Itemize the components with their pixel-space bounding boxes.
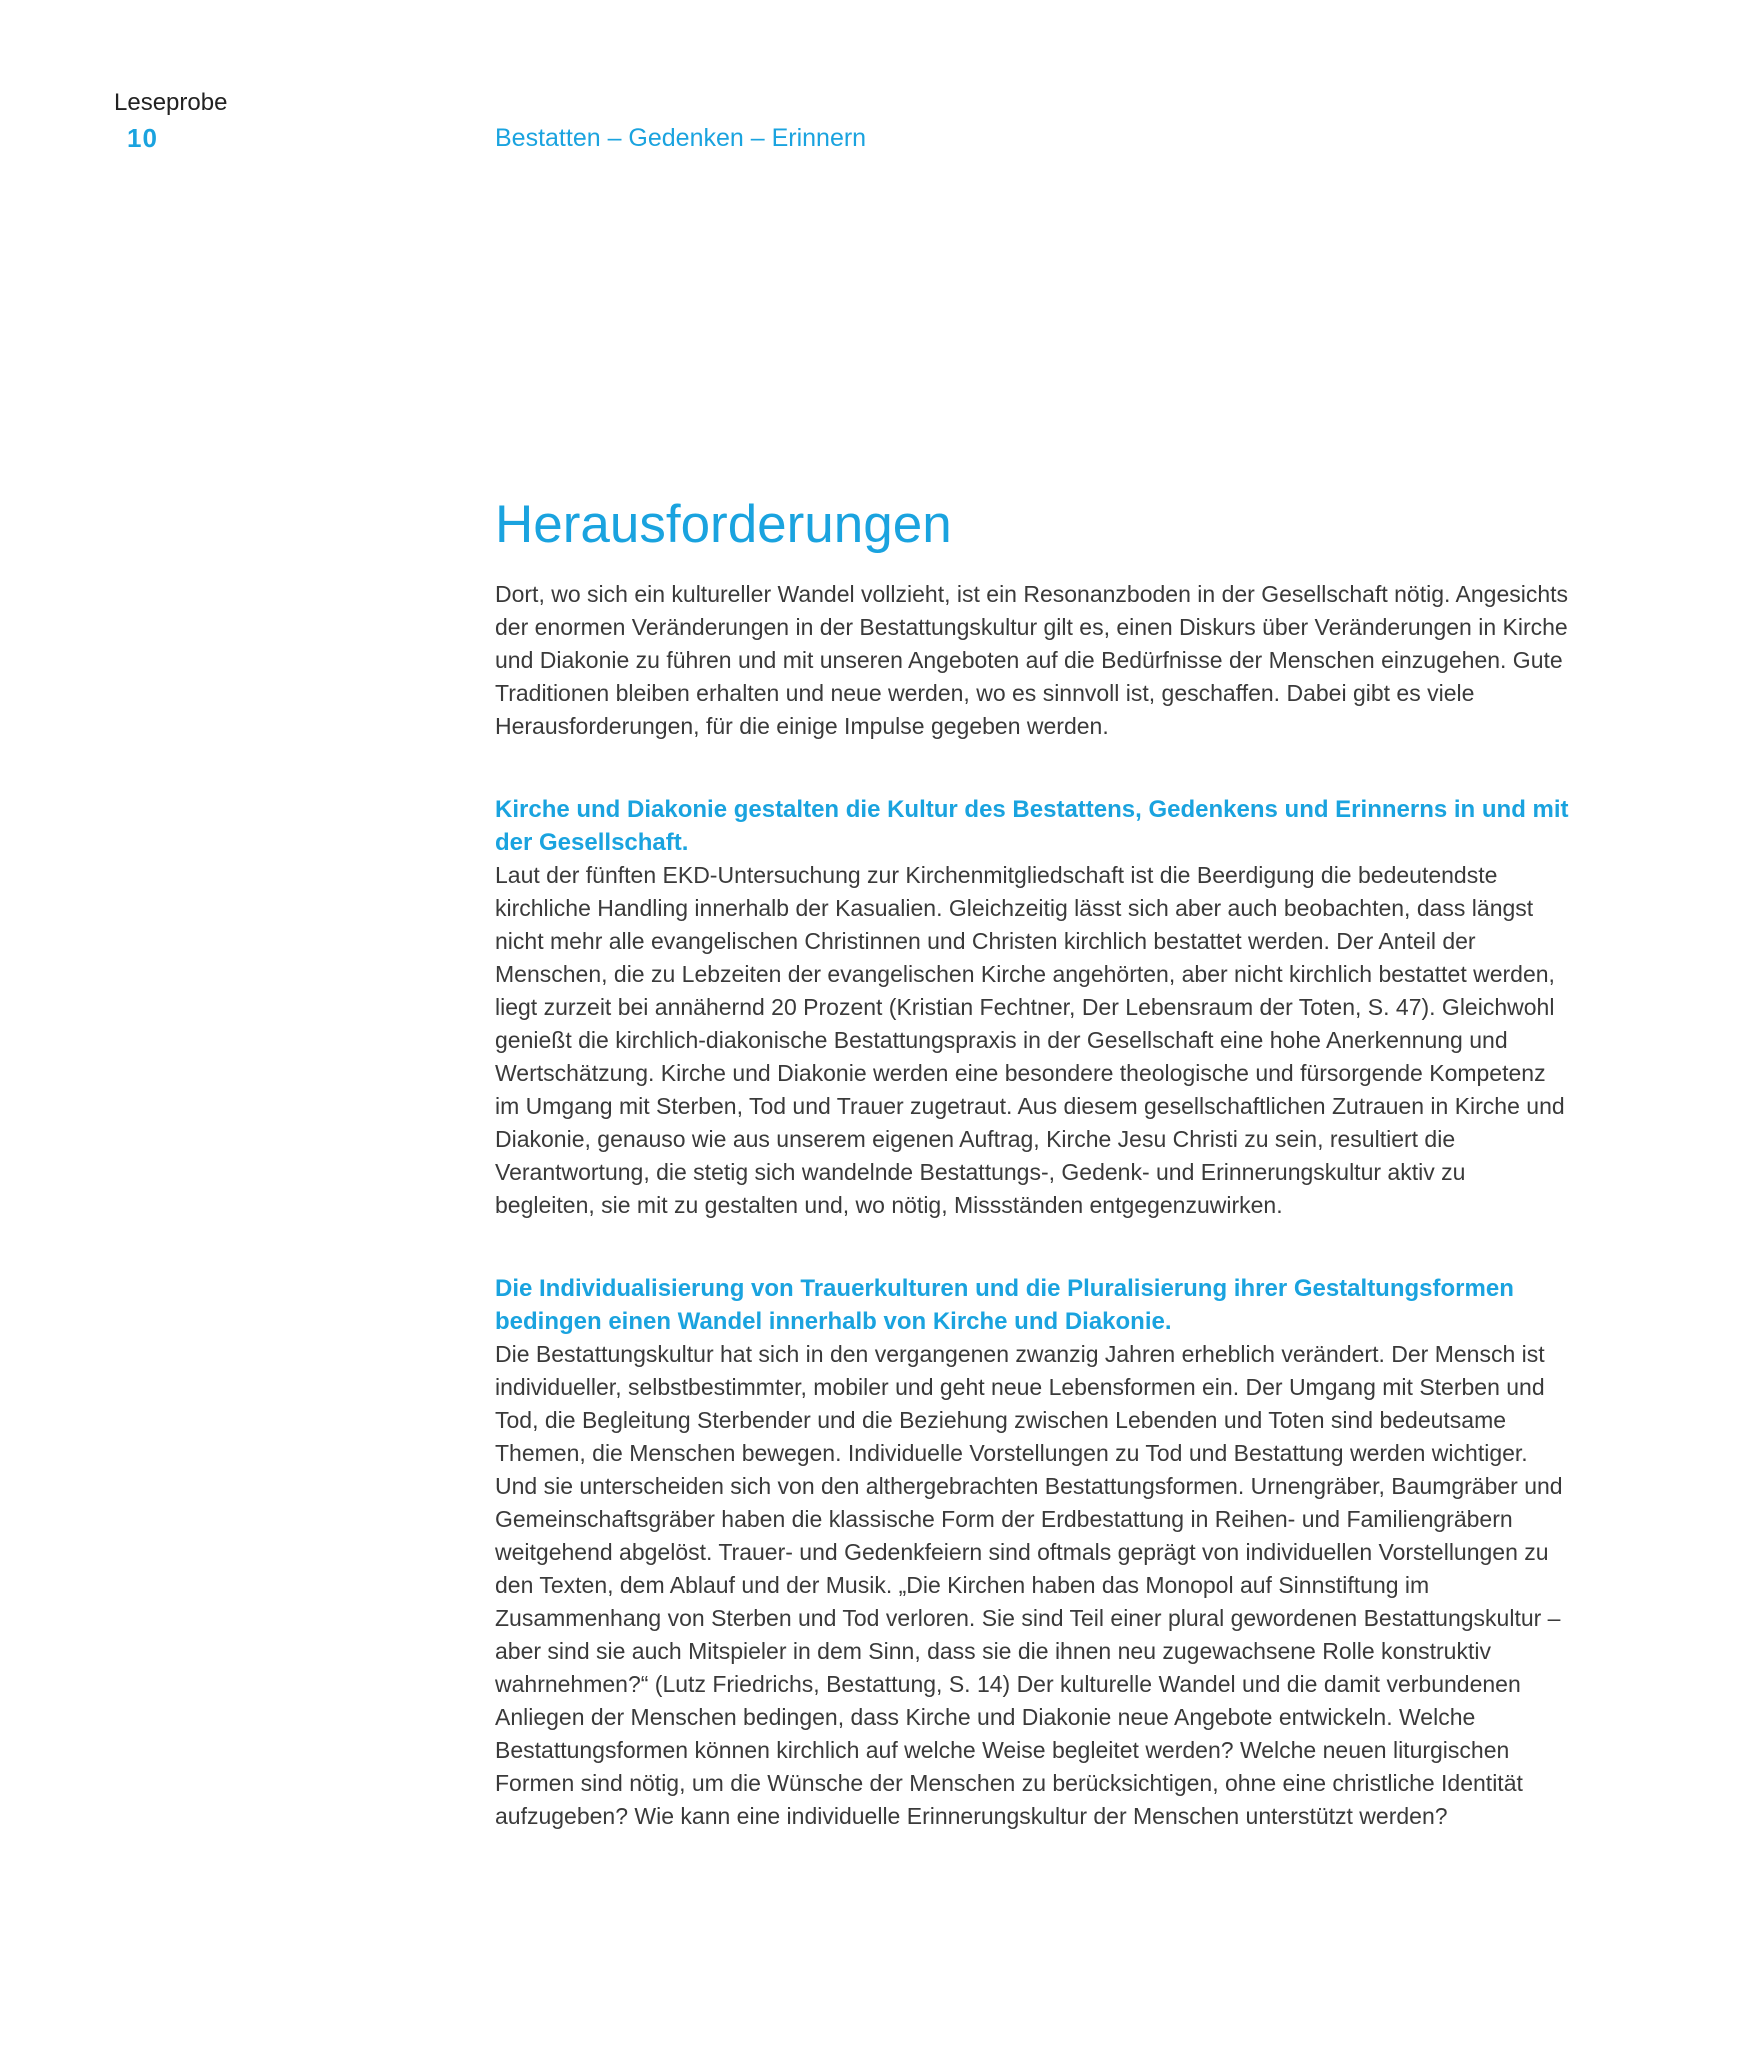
section-body: Die Bestattungskultur hat sich in den vergangenen zwanzig Jahren erheblich verändert. Der Mensch ist individueller, selbstbestimmter, mobiler und geht neue Lebensformen ein. Der Umgang mit Sterben und Tod, die Begleitung Sterbender und die Beziehung zwischen Lebenden und Toten sind bedeutsame Themen, die Menschen bewegen. Individuelle Vorstellungen zu Tod und Bestattung werden wichtiger. Und sie unterscheiden sich von den althergebrachten Bestattungsformen. Urnengräber, Baumgräber und Gemeinschaftsgräber haben die klassische Form der Erdbestattung in Reihen- und Familiengräbern weitgehend abgelöst. Trauer- und Gedenkfeiern sind oftmals geprägt von individuellen Vorstellungen zu den Texten, dem Ablauf und der Musik. „Die Kirchen haben das Monopol auf Sinnstiftung im Zusammenhang von Sterben und Tod verloren. Sie sind Teil einer plural gewordenen Bestattungskultur – aber sind sie auch Mitspieler in dem Sinn, dass sie die ihnen neu zugewachsene Rolle konstruktiv wahrnehmen?“ (Lutz Friedrichs, Bestattung, S. 14) Der kulturelle Wandel und die damit verbundenen Anliegen der Menschen bedingen, dass Kirche und Diakonie neue Angebote entwickeln. Welche Bestattungsformen können kirchlich auf welche Weise begleitet werden? Welche neuen liturgischen Formen sind nötig, um die Wünsche der Menschen zu berücksichtigen, ohne eine christliche Identität aufzugeben? Wie kann eine individuelle Erinnerungskultur der Menschen unterstützt werden? [495,1341,1563,1829]
intro-paragraph: Dort, wo sich ein kultureller Wandel vollzieht, ist ein Resonanzboden in der Gesellschaft nötig. Angesichts der enormen Veränderungen in der Bestattungskultur gilt es, einen Diskurs über Veränderungen in Kirche und Diakonie zu führen und mit unseren Angeboten auf die Bedürfnisse der Menschen einzugehen. Gute Traditionen bleiben erhalten und neue werden, wo es sinnvoll ist, geschaffen. Dabei gibt es viele Herausforderungen, für die einige Impulse gegeben werden. [495,581,1569,739]
section-heading: Kirche und Diakonie gestalten die Kultur des Bestattens, Gedenkens und Erinnerns in und mit der Gesellschaft. [495,796,1569,856]
running-header: Bestatten – Gedenken – Erinnern [495,124,867,152]
leseprobe-label: Leseprobe [114,89,228,116]
page-title: Herausforderungen [495,495,952,554]
section-body: Laut der fünften EKD-Untersuchung zur Kirchenmitgliedschaft ist die Beerdigung die bedeutendste kirchliche Handling innerhalb der Kasualien. Gleichzeitig lässt sich aber auch beobachten, dass längst nicht mehr alle evangelischen Christinnen und Christen kirchlich bestattet werden. Der Anteil der Menschen, die zu Lebzeiten der evangelischen Kirche angehörten, aber nicht kirchlich bestattet werden, liegt zurzeit bei annähernd 20 Prozent (Kristian Fechtner, Der Lebensraum der Toten, S. 47). Gleichwohl genießt die kirchlich-diakonische Bestattungspraxis in der Gesellschaft eine hohe Anerkennung und Wertschätzung. Kirche und Diakonie werden eine besondere theologische und fürsorgende Kompetenz im Umgang mit Sterben, Tod und Trauer zugetraut. Aus diesem gesellschaftlichen Zutrauen in Kirche und Diakonie, genauso wie aus unserem eigenen Auftrag, Kirche Jesu Christi zu sein, resultiert die Verantwortung, die stetig sich wandelnde Bestattungs-, Gedenk- und Erinnerungskultur aktiv zu begleiten, sie mit zu gestalten und, wo nötig, Missständen entgegenzuwirken. [495,862,1565,1218]
section-heading: Die Individualisierung von Trauerkulturen und die Pluralisierung ihrer Gestaltungsformen bedingen einen Wandel innerhalb von Kirche und Diakonie. [495,1275,1514,1335]
main-content [495,490,1570,1883]
section-1 [495,793,1570,1222]
section-2 [495,1272,1570,1833]
page-number: 10 [127,123,158,153]
